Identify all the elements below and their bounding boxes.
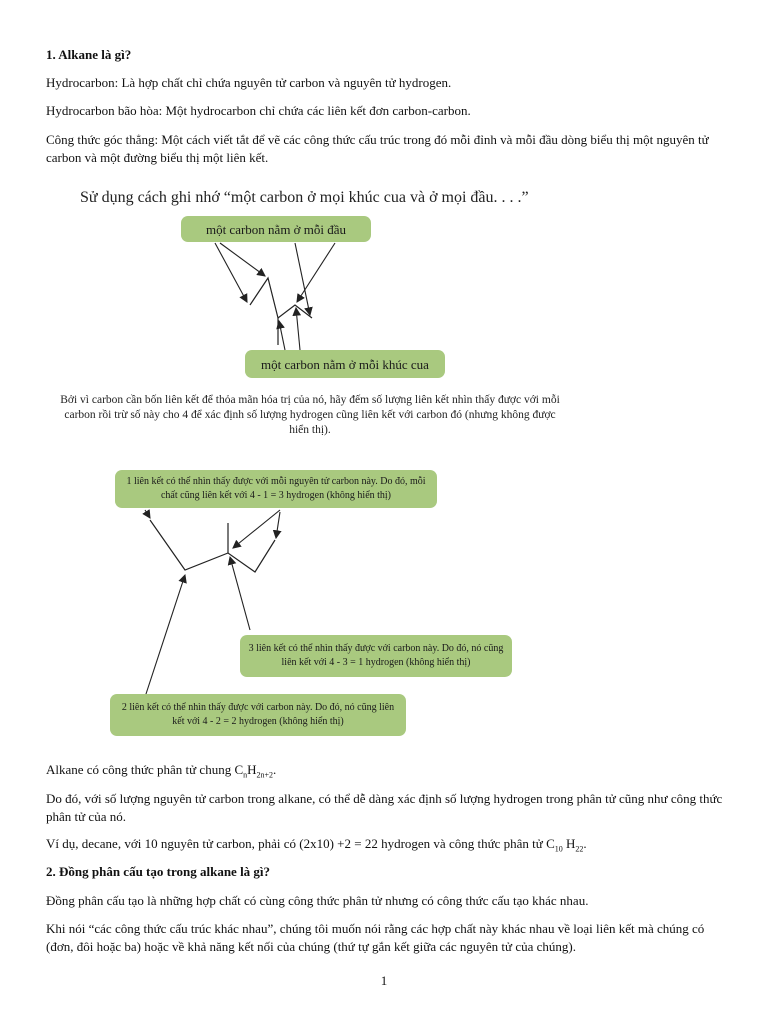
- arrows-1: [215, 243, 335, 350]
- paragraph-saturated: Hydrocarbon bão hòa: Một hydrocarbon chỉ chứa các liên kết đơn carbon-carbon.: [46, 103, 471, 118]
- paragraph-therefore: Do đó, với số lượng nguyên tử carbon trong alkane, có thể dễ dàng xác định số lượng hydrogen trong phân tử cũng như công thức phân tử của nó.: [46, 791, 723, 824]
- section-heading: 1. Alkane là gì?: [46, 47, 132, 62]
- molecule-1: [250, 278, 312, 345]
- label-box-methine: 3 liên kết có thể nhìn thấy được với carbon này. Do đó, nó cũng liên kết với 4 - 3 = 1 hydrogen (không hiển thị): [240, 635, 512, 677]
- figure-intro-text: Bởi vì carbon cần bốn liên kết để thỏa mãn hóa trị của nó, hãy đếm số lượng liên kết nhìn thấy được với mỗi carbon rồi trừ số này cho 4 để xác định số lượng hydrogen cũng liên kết với carbon đó (nhưng không được hiển thị).: [60, 394, 560, 436]
- section-heading-2: 2. Đồng phân cấu tạo trong alkane là gì?: [46, 864, 271, 879]
- label-box-end: một carbon nằm ở mỗi đầu: [181, 216, 371, 242]
- paragraph-different-structures: Khi nói “các công thức cấu trúc khác nhau”, chúng tôi muốn nói rằng các hợp chất này khác nhau về loại liên kết mà chúng có (đơn, đôi hoặc ba) hoặc về khả năng kết nối của chúng (thứ tự gắn kết giữa các nguyên tử của chúng).: [46, 921, 705, 954]
- label-box-methylene: 2 liên kết có thể nhìn thấy được với carbon này. Do đó, nó cũng liên kết với 4 - 2 = 2 hydrogen (không hiển thị): [110, 694, 406, 736]
- paragraph-skeletal-formula: Công thức góc thẳng: Một cách viết tắt để vẽ các công thức cấu trúc trong đó mỗi đỉnh và mỗi đầu dòng biểu thị một nguyên tử carbon và một đường biểu thị một liên kết.: [46, 132, 709, 165]
- label-box-methyl: 1 liên kết có thể nhìn thấy được với mỗi nguyên tử carbon này. Do đó, mỗi chất cũng liên kết với 4 - 1 = 3 hydrogen (không hiển thị): [115, 470, 437, 508]
- paragraph-isomer-definition: Đồng phân cấu tạo là những hợp chất có cùng công thức phân tử nhưng có công thức cấu tạo khác nhau.: [46, 893, 589, 908]
- paragraph-general-formula: Alkane có công thức phân tử chung $C_nH_{2n+2}$.: [46, 762, 277, 780]
- label-box-bend: một carbon nằm ở mỗi khúc cua: [245, 350, 445, 378]
- page-number: 1: [380, 973, 388, 988]
- figure-caption: Sử dụng cách ghi nhớ “một carbon ở mọi khúc cua và ở mọi đầu. . . .”: [80, 189, 529, 206]
- molecule-2: [150, 520, 275, 572]
- paragraph-hydrocarbon: Hydrocarbon: Là hợp chất chỉ chứa nguyên tử carbon và nguyên tử hydrogen.: [46, 75, 452, 90]
- paragraph-example-decane: Ví dụ, decane, với 10 nguyên tử carbon, phải có (2x10) +2 = 22 hydrogen và công thức phân tử $C_{10}$ $H_{22}$.: [46, 836, 587, 854]
